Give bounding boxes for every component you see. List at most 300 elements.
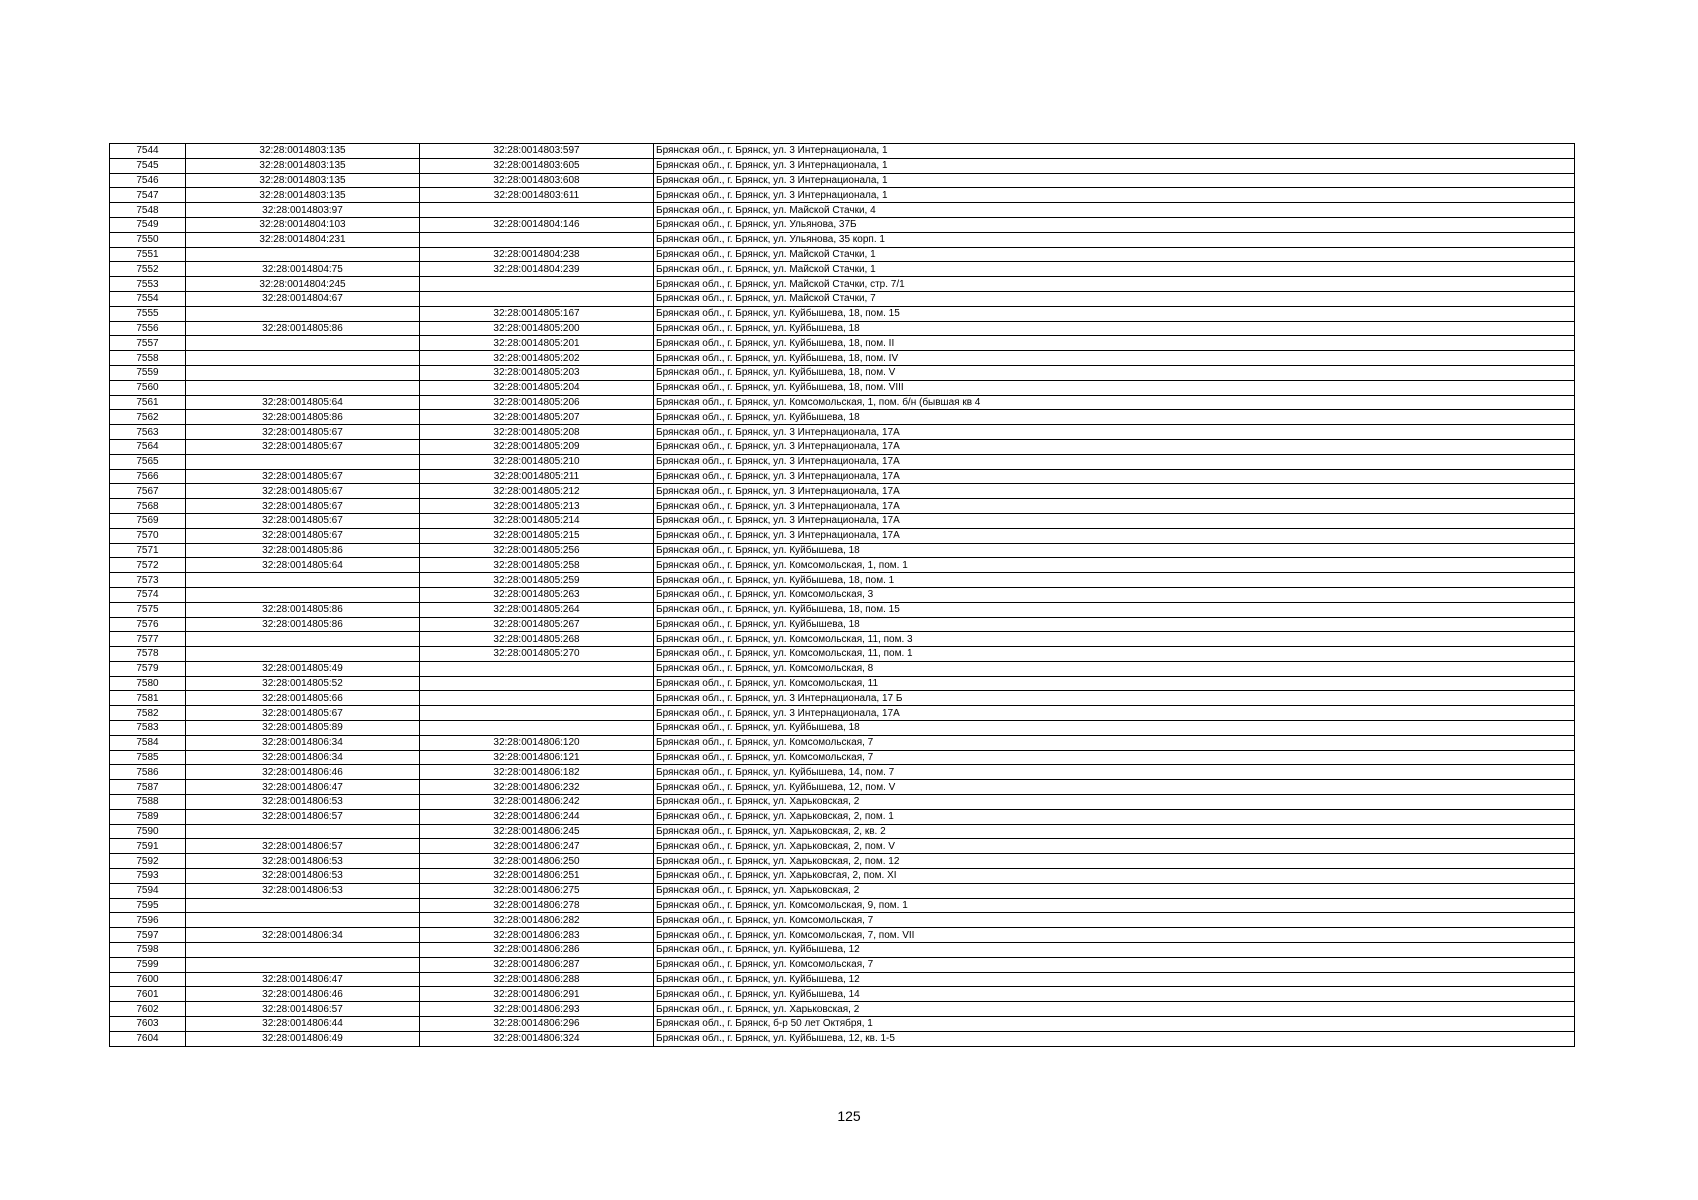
row-number-cell: 7547: [110, 188, 186, 203]
address-cell: Брянская обл., г. Брянск, ул. 3 Интернационала, 17А: [654, 469, 1575, 484]
row-number-cell: 7579: [110, 661, 186, 676]
row-number-cell: 7588: [110, 795, 186, 810]
object-cadastral-number-cell: 32:28:0014806:250: [420, 854, 654, 869]
table-row: [110, 898, 1575, 913]
table-row: [110, 277, 1575, 292]
address-cell: Брянская обл., г. Брянск, ул. Харьковская, 2: [654, 795, 1575, 810]
address-cell: Брянская обл., г. Брянск, ул. Куйбышева, 18, пом. 15: [654, 602, 1575, 617]
land-parcel-number-cell: 32:28:0014805:67: [186, 469, 420, 484]
table-row: [110, 454, 1575, 469]
land-parcel-number-cell: [186, 913, 420, 928]
land-parcel-number-cell: [186, 647, 420, 662]
land-parcel-number-cell: 32:28:0014805:49: [186, 661, 420, 676]
row-number-cell: 7580: [110, 676, 186, 691]
address-cell: Брянская обл., г. Брянск, ул. Комсомольская, 7: [654, 735, 1575, 750]
table-row: [110, 809, 1575, 824]
table-row: [110, 188, 1575, 203]
address-cell: Брянская обл., г. Брянск, ул. Комсомольская, 7: [654, 750, 1575, 765]
land-parcel-number-cell: 32:28:0014806:53: [186, 883, 420, 898]
table-row: [110, 943, 1575, 958]
row-number-cell: 7549: [110, 217, 186, 232]
address-cell: Брянская обл., г. Брянск, ул. Куйбышева, 18: [654, 543, 1575, 558]
row-number-cell: 7559: [110, 365, 186, 380]
land-parcel-number-cell: 32:28:0014806:53: [186, 795, 420, 810]
address-cell: Брянская обл., г. Брянск, ул. Майской Стачки, стр. 7/1: [654, 277, 1575, 292]
object-cadastral-number-cell: [420, 676, 654, 691]
table-row: [110, 380, 1575, 395]
object-cadastral-number-cell: 32:28:0014806:324: [420, 1031, 654, 1046]
land-parcel-number-cell: 32:28:0014803:135: [186, 173, 420, 188]
cadastral-register-table: [109, 143, 1575, 1047]
address-cell: Брянская обл., г. Брянск, ул. Комсомольская, 11, пом. 1: [654, 647, 1575, 662]
address-cell: Брянская обл., г. Брянск, ул. Куйбышева, 18, пом. IV: [654, 351, 1575, 366]
land-parcel-number-cell: 32:28:0014805:67: [186, 499, 420, 514]
table-row: [110, 780, 1575, 795]
row-number-cell: 7554: [110, 291, 186, 306]
address-cell: Брянская обл., г. Брянск, ул. Куйбышева, 18: [654, 321, 1575, 336]
table-row: [110, 1031, 1575, 1046]
row-number-cell: 7564: [110, 439, 186, 454]
address-cell: Брянская обл., г. Брянск, ул. 3 Интернационала, 1: [654, 173, 1575, 188]
land-parcel-number-cell: 32:28:0014805:86: [186, 543, 420, 558]
row-number-cell: 7545: [110, 158, 186, 173]
address-cell: Брянская обл., г. Брянск, ул. Комсомольская, 1, пом. 1: [654, 558, 1575, 573]
land-parcel-number-cell: 32:28:0014803:135: [186, 144, 420, 159]
row-number-cell: 7544: [110, 144, 186, 159]
land-parcel-number-cell: [186, 824, 420, 839]
land-parcel-number-cell: 32:28:0014805:67: [186, 706, 420, 721]
address-cell: Брянская обл., г. Брянск, ул. Ульянова, 37Б: [654, 217, 1575, 232]
object-cadastral-number-cell: 32:28:0014805:214: [420, 513, 654, 528]
address-cell: Брянская обл., г. Брянск, ул. Куйбышева, 12, кв. 1-5: [654, 1031, 1575, 1046]
row-number-cell: 7556: [110, 321, 186, 336]
object-cadastral-number-cell: 32:28:0014805:208: [420, 425, 654, 440]
address-cell: Брянская обл., г. Брянск, ул. 3 Интернационала, 17А: [654, 454, 1575, 469]
land-parcel-number-cell: [186, 943, 420, 958]
table-row: [110, 469, 1575, 484]
row-number-cell: 7581: [110, 691, 186, 706]
object-cadastral-number-cell: 32:28:0014806:278: [420, 898, 654, 913]
land-parcel-number-cell: 32:28:0014805:64: [186, 558, 420, 573]
land-parcel-number-cell: 32:28:0014806:47: [186, 780, 420, 795]
table-row: [110, 158, 1575, 173]
object-cadastral-number-cell: 32:28:0014805:263: [420, 587, 654, 602]
row-number-cell: 7566: [110, 469, 186, 484]
row-number-cell: 7575: [110, 602, 186, 617]
land-parcel-number-cell: 32:28:0014804:67: [186, 291, 420, 306]
object-cadastral-number-cell: 32:28:0014806:120: [420, 735, 654, 750]
table-row: [110, 795, 1575, 810]
land-parcel-number-cell: 32:28:0014806:46: [186, 987, 420, 1002]
land-parcel-number-cell: [186, 898, 420, 913]
address-cell: Брянская обл., г. Брянск, ул. 3 Интернационала, 17А: [654, 425, 1575, 440]
table-row: [110, 632, 1575, 647]
page-number: 125: [837, 1108, 861, 1124]
object-cadastral-number-cell: 32:28:0014805:267: [420, 617, 654, 632]
table-row: [110, 203, 1575, 218]
table-row: [110, 706, 1575, 721]
row-number-cell: 7561: [110, 395, 186, 410]
table-row: [110, 425, 1575, 440]
address-cell: Брянская обл., г. Брянск, ул. Куйбышева, 18, пом. 1: [654, 573, 1575, 588]
table-row: [110, 351, 1575, 366]
row-number-cell: 7574: [110, 587, 186, 602]
table-row: [110, 528, 1575, 543]
object-cadastral-number-cell: 32:28:0014805:209: [420, 439, 654, 454]
land-parcel-number-cell: [186, 247, 420, 262]
object-cadastral-number-cell: 32:28:0014806:275: [420, 883, 654, 898]
row-number-cell: 7568: [110, 499, 186, 514]
object-cadastral-number-cell: 32:28:0014805:200: [420, 321, 654, 336]
address-cell: Брянская обл., г. Брянск, ул. Куйбышева, 12: [654, 972, 1575, 987]
address-cell: Брянская обл., г. Брянск, ул. Харьковская, 2, пом. V: [654, 839, 1575, 854]
table-row: [110, 499, 1575, 514]
land-parcel-number-cell: 32:28:0014805:67: [186, 484, 420, 499]
table-row: [110, 1017, 1575, 1032]
row-number-cell: 7567: [110, 484, 186, 499]
address-cell: Брянская обл., г. Брянск, ул. Комсомольская, 7, пом. VII: [654, 928, 1575, 943]
table-row: [110, 735, 1575, 750]
table-body: [110, 144, 1575, 1047]
address-cell: Брянская обл., г. Брянск, б-р 50 лет Октября, 1: [654, 1017, 1575, 1032]
table-row: [110, 217, 1575, 232]
row-number-cell: 7565: [110, 454, 186, 469]
address-cell: Брянская обл., г. Брянск, ул. Комсомольская, 11: [654, 676, 1575, 691]
row-number-cell: 7595: [110, 898, 186, 913]
land-parcel-number-cell: 32:28:0014803:135: [186, 158, 420, 173]
table-row: [110, 883, 1575, 898]
table-row: [110, 661, 1575, 676]
address-cell: Брянская обл., г. Брянск, ул. Куйбышева, 14, пом. 7: [654, 765, 1575, 780]
object-cadastral-number-cell: 32:28:0014806:244: [420, 809, 654, 824]
address-cell: Брянская обл., г. Брянск, ул. Харьковская, 2, пом. 1: [654, 809, 1575, 824]
land-parcel-number-cell: 32:28:0014806:49: [186, 1031, 420, 1046]
table-row: [110, 410, 1575, 425]
object-cadastral-number-cell: 32:28:0014806:245: [420, 824, 654, 839]
table-row: [110, 913, 1575, 928]
object-cadastral-number-cell: 32:28:0014805:215: [420, 528, 654, 543]
address-cell: Брянская обл., г. Брянск, ул. 3 Интернационала, 17А: [654, 706, 1575, 721]
row-number-cell: 7604: [110, 1031, 186, 1046]
land-parcel-number-cell: 32:28:0014803:135: [186, 188, 420, 203]
address-cell: Брянская обл., г. Брянск, ул. Майской Стачки, 7: [654, 291, 1575, 306]
address-cell: Брянская обл., г. Брянск, ул. 3 Интернационала, 17А: [654, 499, 1575, 514]
address-cell: Брянская обл., г. Брянск, ул. Комсомольская, 7: [654, 913, 1575, 928]
land-parcel-number-cell: [186, 632, 420, 647]
row-number-cell: 7550: [110, 232, 186, 247]
table-row: [110, 602, 1575, 617]
row-number-cell: 7596: [110, 913, 186, 928]
address-cell: Брянская обл., г. Брянск, ул. 3 Интернационала, 1: [654, 144, 1575, 159]
land-parcel-number-cell: 32:28:0014806:34: [186, 735, 420, 750]
table-row: [110, 558, 1575, 573]
row-number-cell: 7555: [110, 306, 186, 321]
land-parcel-number-cell: 32:28:0014806:53: [186, 854, 420, 869]
table-row: [110, 484, 1575, 499]
object-cadastral-number-cell: 32:28:0014806:282: [420, 913, 654, 928]
object-cadastral-number-cell: 32:28:0014806:283: [420, 928, 654, 943]
row-number-cell: 7600: [110, 972, 186, 987]
address-cell: Брянская обл., г. Брянск, ул. Комсомольская, 1, пом. б/н (бывшая кв 4: [654, 395, 1575, 410]
row-number-cell: 7597: [110, 928, 186, 943]
object-cadastral-number-cell: 32:28:0014805:258: [420, 558, 654, 573]
address-cell: Брянская обл., г. Брянск, ул. Комсомольская, 9, пом. 1: [654, 898, 1575, 913]
table-row: [110, 824, 1575, 839]
table-row: [110, 587, 1575, 602]
row-number-cell: 7551: [110, 247, 186, 262]
land-parcel-number-cell: 32:28:0014805:86: [186, 617, 420, 632]
object-cadastral-number-cell: 32:28:0014806:296: [420, 1017, 654, 1032]
address-cell: Брянская обл., г. Брянск, ул. Майской Стачки, 4: [654, 203, 1575, 218]
row-number-cell: 7602: [110, 1002, 186, 1017]
table-row: [110, 306, 1575, 321]
object-cadastral-number-cell: [420, 661, 654, 676]
row-number-cell: 7587: [110, 780, 186, 795]
address-cell: Брянская обл., г. Брянск, ул. Куйбышева, 18: [654, 410, 1575, 425]
table-row: [110, 691, 1575, 706]
object-cadastral-number-cell: 32:28:0014805:203: [420, 365, 654, 380]
land-parcel-number-cell: 32:28:0014806:46: [186, 765, 420, 780]
row-number-cell: 7601: [110, 987, 186, 1002]
row-number-cell: 7573: [110, 573, 186, 588]
address-cell: Брянская обл., г. Брянск, ул. Куйбышева, 18, пом. VIII: [654, 380, 1575, 395]
object-cadastral-number-cell: 32:28:0014805:212: [420, 484, 654, 499]
land-parcel-number-cell: 32:28:0014804:103: [186, 217, 420, 232]
object-cadastral-number-cell: 32:28:0014805:211: [420, 469, 654, 484]
land-parcel-number-cell: 32:28:0014805:67: [186, 425, 420, 440]
land-parcel-number-cell: [186, 454, 420, 469]
address-cell: Брянская обл., г. Брянск, ул. 3 Интернационала, 17А: [654, 484, 1575, 499]
table-row: [110, 765, 1575, 780]
row-number-cell: 7569: [110, 513, 186, 528]
land-parcel-number-cell: [186, 957, 420, 972]
land-parcel-number-cell: 32:28:0014806:34: [186, 928, 420, 943]
land-parcel-number-cell: [186, 306, 420, 321]
row-number-cell: 7593: [110, 869, 186, 884]
table-row: [110, 321, 1575, 336]
object-cadastral-number-cell: 32:28:0014803:605: [420, 158, 654, 173]
row-number-cell: 7584: [110, 735, 186, 750]
table-row: [110, 173, 1575, 188]
table-row: [110, 439, 1575, 454]
row-number-cell: 7586: [110, 765, 186, 780]
object-cadastral-number-cell: 32:28:0014805:206: [420, 395, 654, 410]
row-number-cell: 7576: [110, 617, 186, 632]
row-number-cell: 7563: [110, 425, 186, 440]
object-cadastral-number-cell: 32:28:0014806:121: [420, 750, 654, 765]
table-row: [110, 854, 1575, 869]
row-number-cell: 7590: [110, 824, 186, 839]
object-cadastral-number-cell: 32:28:0014806:251: [420, 869, 654, 884]
row-number-cell: 7591: [110, 839, 186, 854]
land-parcel-number-cell: 32:28:0014805:52: [186, 676, 420, 691]
row-number-cell: 7599: [110, 957, 186, 972]
table-row: [110, 247, 1575, 262]
object-cadastral-number-cell: 32:28:0014806:293: [420, 1002, 654, 1017]
address-cell: Брянская обл., г. Брянск, ул. 3 Интернационала, 17 Б: [654, 691, 1575, 706]
land-parcel-number-cell: 32:28:0014805:89: [186, 721, 420, 736]
object-cadastral-number-cell: 32:28:0014805:270: [420, 647, 654, 662]
land-parcel-number-cell: 32:28:0014806:44: [186, 1017, 420, 1032]
row-number-cell: 7572: [110, 558, 186, 573]
row-number-cell: 7589: [110, 809, 186, 824]
object-cadastral-number-cell: 32:28:0014804:239: [420, 262, 654, 277]
land-parcel-number-cell: 32:28:0014805:64: [186, 395, 420, 410]
land-parcel-number-cell: 32:28:0014805:86: [186, 410, 420, 425]
address-cell: Брянская обл., г. Брянск, ул. Комсомольская, 7: [654, 957, 1575, 972]
object-cadastral-number-cell: 32:28:0014806:242: [420, 795, 654, 810]
land-parcel-number-cell: [186, 351, 420, 366]
address-cell: Брянская обл., г. Брянск, ул. Куйбышева, 18, пом. V: [654, 365, 1575, 380]
row-number-cell: 7570: [110, 528, 186, 543]
table-row: [110, 1002, 1575, 1017]
table-row: [110, 647, 1575, 662]
table-row: [110, 957, 1575, 972]
address-cell: Брянская обл., г. Брянск, ул. 3 Интернационала, 17А: [654, 439, 1575, 454]
table-row: [110, 972, 1575, 987]
table-row: [110, 262, 1575, 277]
object-cadastral-number-cell: 32:28:0014805:201: [420, 336, 654, 351]
land-parcel-number-cell: [186, 573, 420, 588]
address-cell: Брянская обл., г. Брянск, ул. 3 Интернационала, 17А: [654, 528, 1575, 543]
address-cell: Брянская обл., г. Брянск, ул. Куйбышева, 14: [654, 987, 1575, 1002]
object-cadastral-number-cell: 32:28:0014803:597: [420, 144, 654, 159]
row-number-cell: 7562: [110, 410, 186, 425]
land-parcel-number-cell: 32:28:0014806:57: [186, 1002, 420, 1017]
object-cadastral-number-cell: 32:28:0014805:204: [420, 380, 654, 395]
land-parcel-number-cell: [186, 336, 420, 351]
address-cell: Брянская обл., г. Брянск, ул. Куйбышева, 12, пом. V: [654, 780, 1575, 795]
table-row: [110, 987, 1575, 1002]
row-number-cell: 7557: [110, 336, 186, 351]
address-cell: Брянская обл., г. Брянск, ул. Харьковская, 2: [654, 883, 1575, 898]
object-cadastral-number-cell: 32:28:0014805:259: [420, 573, 654, 588]
address-cell: Брянская обл., г. Брянск, ул. Харьковская, 2, кв. 2: [654, 824, 1575, 839]
address-cell: Брянская обл., г. Брянск, ул. Майской Стачки, 1: [654, 262, 1575, 277]
table-row: [110, 573, 1575, 588]
object-cadastral-number-cell: 32:28:0014803:608: [420, 173, 654, 188]
address-cell: Брянская обл., г. Брянск, ул. Куйбышева, 12: [654, 943, 1575, 958]
row-number-cell: 7571: [110, 543, 186, 558]
table-row: [110, 365, 1575, 380]
row-number-cell: 7582: [110, 706, 186, 721]
address-cell: Брянская обл., г. Брянск, ул. 3 Интернационала, 17А: [654, 513, 1575, 528]
address-cell: Брянская обл., г. Брянск, ул. Харьковская, 2, пом. 12: [654, 854, 1575, 869]
object-cadastral-number-cell: 32:28:0014804:238: [420, 247, 654, 262]
address-cell: Брянская обл., г. Брянск, ул. Куйбышева, 18, пом. II: [654, 336, 1575, 351]
land-parcel-number-cell: 32:28:0014805:67: [186, 513, 420, 528]
address-cell: Брянская обл., г. Брянск, ул. Комсомольская, 11, пом. 3: [654, 632, 1575, 647]
row-number-cell: 7546: [110, 173, 186, 188]
object-cadastral-number-cell: 32:28:0014805:202: [420, 351, 654, 366]
object-cadastral-number-cell: [420, 291, 654, 306]
land-parcel-number-cell: 32:28:0014804:245: [186, 277, 420, 292]
object-cadastral-number-cell: 32:28:0014804:146: [420, 217, 654, 232]
table-row: [110, 617, 1575, 632]
row-number-cell: 7598: [110, 943, 186, 958]
table-row: [110, 721, 1575, 736]
land-parcel-number-cell: 32:28:0014803:97: [186, 203, 420, 218]
address-cell: Брянская обл., г. Брянск, ул. Харьковсгая, 2, пом. XI: [654, 869, 1575, 884]
object-cadastral-number-cell: [420, 277, 654, 292]
row-number-cell: 7553: [110, 277, 186, 292]
object-cadastral-number-cell: 32:28:0014805:167: [420, 306, 654, 321]
land-parcel-number-cell: 32:28:0014805:67: [186, 528, 420, 543]
table-row: [110, 232, 1575, 247]
object-cadastral-number-cell: 32:28:0014805:268: [420, 632, 654, 647]
object-cadastral-number-cell: 32:28:0014805:256: [420, 543, 654, 558]
object-cadastral-number-cell: 32:28:0014806:288: [420, 972, 654, 987]
address-cell: Брянская обл., г. Брянск, ул. 3 Интернационала, 1: [654, 188, 1575, 203]
land-parcel-number-cell: [186, 380, 420, 395]
object-cadastral-number-cell: 32:28:0014806:291: [420, 987, 654, 1002]
object-cadastral-number-cell: 32:28:0014805:264: [420, 602, 654, 617]
row-number-cell: 7592: [110, 854, 186, 869]
row-number-cell: 7558: [110, 351, 186, 366]
address-cell: Брянская обл., г. Брянск, ул. Куйбышева, 18: [654, 617, 1575, 632]
table-row: [110, 750, 1575, 765]
object-cadastral-number-cell: [420, 721, 654, 736]
row-number-cell: 7594: [110, 883, 186, 898]
land-parcel-number-cell: 32:28:0014804:231: [186, 232, 420, 247]
row-number-cell: 7603: [110, 1017, 186, 1032]
object-cadastral-number-cell: [420, 691, 654, 706]
table-row: [110, 676, 1575, 691]
land-parcel-number-cell: 32:28:0014806:53: [186, 869, 420, 884]
row-number-cell: 7560: [110, 380, 186, 395]
row-number-cell: 7577: [110, 632, 186, 647]
land-parcel-number-cell: 32:28:0014805:86: [186, 602, 420, 617]
land-parcel-number-cell: 32:28:0014806:47: [186, 972, 420, 987]
table-row: [110, 839, 1575, 854]
object-cadastral-number-cell: 32:28:0014806:232: [420, 780, 654, 795]
object-cadastral-number-cell: [420, 706, 654, 721]
table-row: [110, 291, 1575, 306]
address-cell: Брянская обл., г. Брянск, ул. Харьковская, 2: [654, 1002, 1575, 1017]
row-number-cell: 7548: [110, 203, 186, 218]
row-number-cell: 7578: [110, 647, 186, 662]
row-number-cell: 7585: [110, 750, 186, 765]
object-cadastral-number-cell: [420, 232, 654, 247]
table-row: [110, 336, 1575, 351]
address-cell: Брянская обл., г. Брянск, ул. Куйбышева, 18, пом. 15: [654, 306, 1575, 321]
object-cadastral-number-cell: 32:28:0014805:210: [420, 454, 654, 469]
address-cell: Брянская обл., г. Брянск, ул. Майской Стачки, 1: [654, 247, 1575, 262]
address-cell: Брянская обл., г. Брянск, ул. Ульянова, 35 корп. 1: [654, 232, 1575, 247]
object-cadastral-number-cell: 32:28:0014805:213: [420, 499, 654, 514]
address-cell: Брянская обл., г. Брянск, ул. Куйбышева, 18: [654, 721, 1575, 736]
address-cell: Брянская обл., г. Брянск, ул. Комсомольская, 3: [654, 587, 1575, 602]
land-parcel-number-cell: [186, 365, 420, 380]
land-parcel-number-cell: 32:28:0014805:66: [186, 691, 420, 706]
table-row: [110, 869, 1575, 884]
land-parcel-number-cell: 32:28:0014806:57: [186, 809, 420, 824]
object-cadastral-number-cell: [420, 203, 654, 218]
land-parcel-number-cell: 32:28:0014805:67: [186, 439, 420, 454]
row-number-cell: 7583: [110, 721, 186, 736]
object-cadastral-number-cell: 32:28:0014803:611: [420, 188, 654, 203]
table-row: [110, 543, 1575, 558]
land-parcel-number-cell: [186, 587, 420, 602]
table-row: [110, 144, 1575, 159]
land-parcel-number-cell: 32:28:0014806:57: [186, 839, 420, 854]
object-cadastral-number-cell: 32:28:0014806:247: [420, 839, 654, 854]
object-cadastral-number-cell: 32:28:0014805:207: [420, 410, 654, 425]
row-number-cell: 7552: [110, 262, 186, 277]
table-row: [110, 928, 1575, 943]
object-cadastral-number-cell: 32:28:0014806:182: [420, 765, 654, 780]
land-parcel-number-cell: 32:28:0014804:75: [186, 262, 420, 277]
